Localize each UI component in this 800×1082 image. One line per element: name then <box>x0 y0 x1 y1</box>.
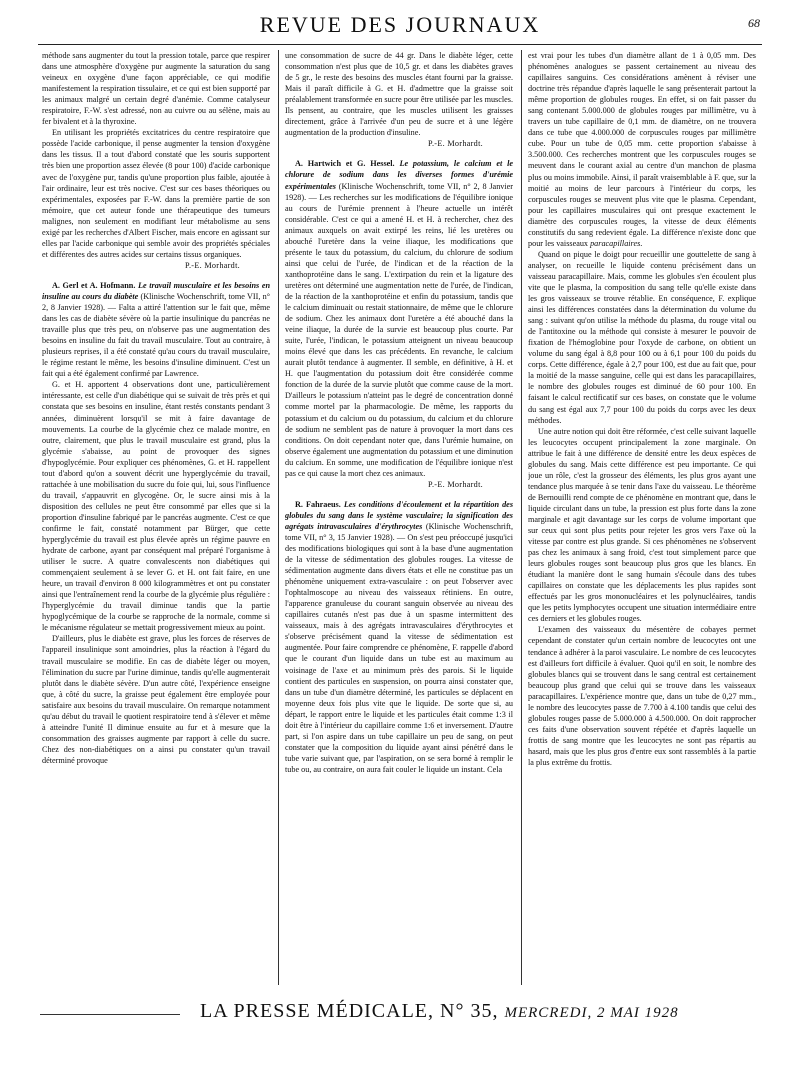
paragraph: Quand on pique le doigt pour recueillir une gouttelette de sang à analyser, on recueille le liquide contenu précisément dans un vaisseau paracapillaire. Mais, comme les globules s'en écoulent plus vite que le plasma, la composition du sang telle qu'elle existe dans les gros vaisseaux se trouve rétablie. En conséquence, F. explique ainsi les différences constatées dans la détermination du volume du sang : suivant qu'on utilise la méthode du plasma, du rouge vital ou de l'antitoxine ou la méthode qui consiste à mesurer le pouvoir de fixation de l'hémoglobine pour l'oxyde de carbone, on obtient un volume du sang égal à 8,8 pour 100 ou à 6,1 pour 100 du poids du corps. Cette différence, égale à 2,7 pour 100, est due au fait que, pour la moitié de la masse sanguine, celle qui est dans les paracapillaires, le nombre des globules rouges est diminué de 60 pour 100. En faisant le calcul rectificatif sur ces bases, on constate que le volume du sang est égal aux 7,7 pour 100 du poids du corps avec les deux méthodes. <box>528 249 756 425</box>
paragraph: est vrai pour les tubes d'un diamètre allant de 1 à 0,05 mm. Des phénomènes analogues se passent certainement au niveau des capillaires sanguins. Ces considérations amènent à réviser une doctrine très répandue d'après laquelle le sang présenterait partout la même proportion de globules rouges. En effet, si on fait passer du sang contenant 5.000.000 de globules rouges par millimètre, vu à travers un tube capillaire de 0,1 mm. de diamètre, on ne trouvera dans ce tube que 4.000.000 de corpuscules rouges par millimètre cube. Pour un tube de 0,05 mm. cette proportion s'abaisse à 3.500.000. Ces recherches montrent que les corpuscules rouges se meuvent dans le courant axial au centre d'un manchon de plasma plus ou moins immobile. Ainsi, il paraît vraisemblable à F. que, sur la moitié au moins de leur parcours à l'intérieur du corps, les corpuscules rouges se meuvent plus vite que le plasma. Cependant, pour les capillaires musculaires qui ont presque exactement le diamètre des corpuscules rouges, la vitesse de deux éléments constitutifs du sang redevient égale. La différence n'existe donc que pour les vaisseaux paracapillaires. <box>528 51 756 248</box>
journal-section-title: REVUE DES JOURNAUX <box>259 12 541 37</box>
footer-journal-line <box>200 1000 679 1023</box>
article-title: Les conditions d'écoulement et la répartition des globules du sang dans le système vasculaire; la signification des agrégats intravasculaires d'érythrocytes <box>285 499 513 531</box>
article-authors: A. Hartwich et G. Hessel. <box>295 159 395 169</box>
column-3 <box>528 50 756 985</box>
column-2 <box>285 50 513 985</box>
article-gerl-hofmann <box>42 280 270 379</box>
article-text: (Klinische Wochenschrift, tome VII, n° 3, 15 Janvier 1928). — On s'est peu préoccupé jusqu'ici des modifications biologiques qui sont à la base d'une augmentation de la vitesse de sédimentation des globules rouges. La vitesse de sédimentation augmente dans divers états et elle ne constitue pas un phénomène uniquement extra-vasculaire : on peut l'observer avec l'ophtalmoscope au niveau des vaisseaux rétiniens. En outre, l'apparence granuleuse du courant sanguin observée au niveau des capillaires cutanés n'est pas due à un spasme intermittent des vaisseaux, mais à des agrégats intravasculaires d'érythrocytes et s'observe précisément quand la vitesse de sédimentation est augmentée. Pour faire comprendre ce phénomène, F. rappelle d'abord que le courant d'un liquide dans un tube est au maximum au voisinage de l'axe et au minimum près des parois. Si le liquide contient des particules en suspension, on pourra ainsi constater que, dans un tube d'un diamètre déterminé, les particules se déplacent en moyenne deux fois plus vite que le liquide. De sorte que si, au départ, le rapport entre le liquide et les particules était comme 1:3 il doit être à l'intérieur du capillaire comme 1:6 et inversement. D'autre part, si l'on aspire dans un tube capillaire un peu de sang, on peut constater que la composition du liquide ayant ainsi pénétré dans le tube varie suivant que, par l'aspiration, on se sera borné à remplir le tube ou, au contraire, on aura fait couler le liquide un instant. Cela <box>285 521 513 774</box>
signature: P.-E. Morhardt. <box>428 139 483 149</box>
paragraph: En utilisant les propriétés excitatrices du centre respiratoire que possède l'acide carbonique, il pense augmenter la tension d'oxygène dans les tissus. Il a tout d'abord constaté que les souris supportent très bien une proportion assez élevée (8 pour 100) d'acide carbonique avec de l'oxygène pur, tandis qu'une proportion plus faible, ajoutée à l'air ordinaire, leur est très nocive. C'est sur ces bases théoriques ou expérimentales, exposées par F.-W. dans la première partie de son mémoire, que cet auteur fonde une thérapeutique des tumeurs malignes, non seulement en modifiant leur métabolisme au sens exigé par les recherches d'Albert Fischer, mais encore en agissant sur elles par l'acide carbonique qui semble avoir des propriétés spéciales et différentes des autres acides sur certains tissus organiques. <box>42 128 270 259</box>
page-footer <box>40 1000 760 1040</box>
paragraph: Une autre notion qui doit être réformée, c'est celle suivant laquelle les leucocytes occupent principalement la zone marginale. On attribue le fait à une différence de densité entre les deux espèces de globules du sang. Mais cette différence est peu importante. Ce qui joue un rôle, c'est la grosseur des éléments, les plus gros ayant une tendance plus marquée à se tenir dans l'axe du vaisseau. Le théorème de Bernouilli rend compte de ce phénomène en montrant que, dans le liquide circulant dans un tube, la pression est plus forte dans la zone marginale et agit davantage sur les corps de volume important que sur ceux qui sont plus petits pour rejeter les gros vers l'axe où la vitesse par contre est plus grande. Si ces phénomènes ne s'observent pas chez les animaux à sang froid, c'est tout simplement parce que leurs globules rouges sont beaucoup plus gros que les blancs. En étudiant la manière dont le sang humain s'écoule dans des tubes capillaires on constate que les déplacements les plus rapides sont effectués par les gros mononucléaires et les polynucléaires, tandis que les petits lymphocytes occupent une situation intermédiaire entre ces derniers et les globules rouges. <box>528 426 756 624</box>
article-authors: R. Fahraeus. <box>295 499 341 509</box>
article-title: Le potassium, le calcium et le chlorure de sodium dans les diverses formes d'urémie expérimentales <box>285 159 513 191</box>
article-text: (Klinische Wochenschrift, tome VII, n° 2, 8 Janvier 1928). — Les recherches sur les modifications de l'équilibre ionique au cours de l'urémie prennent à l'heure actuelle un intérêt considérable. C'est ce qui a amené H. et H. à rechercher, chez des animaux auxquels on avait extirpé les reins, lié les uretères ou abouché l'uretère dans la veine iliaque, les modifications que présente le taux du potassium, du calcium, du chlorure de sodium ainsi que celui de l'urée, de l'indican et de la réaction de la xanthoprotéine dans le sang. L'extirpation du rein et la ligature des uretères ont déterminé une augmentation nette de l'urée, de l'indican, de la réaction de la xanthoprotéine et enfin du potassium, tandis que le calcium diminuait ou restait stationnaire, de même que le chlorure de sodium. Chez les animaux dont l'uretère a été abouché dans la veine iliaque, la durée de la survie est beaucoup plus courte. Par suite, l'urée, l'indican, le potassium atteignent un niveau beaucoup moins élevé que dans les cas précédents. En revanche, le calcium aurait plutôt tendance à augmenter. Il semble, en définitive, à H. et H. que l'augmentation du potassium doit être considérée comme fonction de la durée de la survie plutôt que comme cause de la mort. D'ailleurs le potassium n'atteint pas le degré de concentration donné comme mortel par la pharmacologie. De même, les rapports du potassium et du calcium ou du potassium, du calcium et du chlorure de sodium ne semblent pas de nature à provoquer la mort dans ces conditions. On doit cependant noter que, dans l'urémie humaine, on observe également une augmentation du potassium et une diminution du calcium. En somme, une modification de l'équilibre ionique n'est pas ce qui cause la mort chez ces animaux. <box>285 181 513 478</box>
paragraph: méthode sans augmenter du tout la pression totale, parce que respirer dans une atmosphère d'oxygène pur augmente la saturation du sang veineux en oxygène d'une façon appréciable, ce qui modifie manifestement la respiration tissulaire, et ce qui est bien supporté par les animaux malgré un certain degré d'anémie. Comme catalyseur respiratoire, F.-W. s'est adressé, non au cuivre ou au sélène, mais au fer bivalent et à la thyroxine. <box>42 51 270 127</box>
article-title: Le travail musculaire et les besoins en insuline au cours du diabète <box>42 280 270 301</box>
paragraph: L'examen des vaisseaux du mésentère de cobayes permet cependant de constater qu'un certain nombre de leucocytes ont une tendance à adhérer à la paroi vasculaire. Le nombre de ces leucocytes est d'ailleurs fort difficile à évaluer. Quoi qu'il en soit, le nombre des globules blancs qui se trouvent dans le sang central est certainement beaucoup plus grand que celui qui se trouve dans les vaisseaux paracapillaires. L'expérience montre que, dans un tube de 0,27 mm., le nombre des leucocytes passe de 7.700 à 4.100 tandis que celui des globules rouges passe de 5.000.000 à 4.500.000. On doit rapprocher ces faits d'une observation souvent répétée et d'après laquelle un frottis de sang montre que les leucocytes ne sont pas répartis au hasard, mais que les plus gros d'entre eux sont rassemblés à la partie la plus extrême du frottis. <box>528 625 756 767</box>
paragraph: une consommation de sucre de 44 gr. Dans le diabète léger, cette consommation n'est plus que de 10,5 gr. et dans les diabètes graves de 5 gr., le reste des besoins des muscles étant fourni par la graisse. Mais il paraît difficile à G. et H. d'admettre que la graisse soit préalablement transformée en sucre pour être utilisée par les muscles. Ils pensent, au contraire, que les muscles utilisent les graisses directement, grâce à l'arrivée d'un peu de sucre et à une légère augmentation de la production d'insuline. <box>285 51 513 138</box>
journal-name: LA PRESSE MÉDICALE, N° 35, <box>200 1000 499 1022</box>
footer-rule <box>40 1014 180 1015</box>
article-fahraeus <box>285 499 513 775</box>
column-divider <box>278 50 279 985</box>
column-divider <box>521 50 522 985</box>
column-1 <box>42 50 270 985</box>
header-rule <box>38 44 762 45</box>
signature: P.-E. Morhardt. <box>185 260 240 270</box>
paragraph: D'ailleurs, plus le diabète est grave, plus les forces de réserves de l'appareil insulinique sont amoindries, plus la réaction à l'égard du travail musculaire se modifie. En cas de diabète léger ou moyen, l'élimination du sucre par l'urine diminue, tandis qu'elle augmenterait plutôt dans le diabète sévère. D'un autre côté, l'expérience enseigne que, à côté du sucre, la graisse peut également être employée pour satisfaire aux besoins du travail musculaire. On remarque notamment qu'au début du travail le quotient respiratoire tend à s'élever et même à atteindre l'unité Il diminue ensuite au fur et à mesure que la consommation des graisses augmente par rapport à celle du sucre. Chez des non-diabétiques on a ainsi pu constater qu'un travail déterminé provoque <box>42 634 270 765</box>
paragraph-text: est vrai pour les tubes d'un diamètre allant de 1 à 0,05 mm. Des phénomènes analogues se passent certainement au niveau des capillaires sanguins. Ces considérations amènent à réviser une doctrine très répandue d'après laquelle le sang présenterait partout la même proportion de globules rouges. En effet, si on fait passer du sang contenant 5.000.000 de globules rouges par millimètre, vu à travers un tube capillaire de 0,1 mm. de diamètre, on ne trouvera dans ce tube que 4.000.000 de corpuscules rouges par millimètre cube. Pour un tube de 0,05 mm. cette proportion s'abaisse à 3.500.000. Ces recherches montrent que les corpuscules rouges se meuvent dans le courant axial au centre d'un manchon de plasma plus ou moins immobile. Ainsi, il paraît vraisemblable à F. que, sur la moitié au moins de leur parcours à l'intérieur du corps, les corpuscules rouges se meuvent plus vite que le plasma. Cependant, pour les capillaires musculaires qui ont presque exactement le diamètre des corpuscules rouges, la vitesse de deux éléments constitutifs du sang redevient égale. La différence n'existe donc que pour les vaisseaux <box>528 51 756 248</box>
page-header <box>40 12 760 42</box>
signature: P.-E. Morhardt. <box>428 479 483 489</box>
paragraph: G. et H. apportent 4 observations dont une, particulièrement intéressante, est celle d'un diabétique qui se suivait de très près et qui constata que ses besoins en insuline, étant restés constants pendant 3 années, diminuèrent lorsqu'il se mit à faire davantage de mouvements. La courbe de la glycémie chez ce malade montre, en outre, clairement, que plus le travail musculaire est grand, plus la glycémie s'abaisse, au point de provoquer des signes d'hypoglycémie. Pour expliquer ces phénomènes, G. et H. rappellent tout d'abord qu'on a souvent décrit une hyperglycémie du travail, rattachée à une mobilisation du sucre du foie qui, lui, sous l'influence du travail, s'appauvrit en glycogène. Or, le sucre ainsi mis à la disposition des cellules ne peut être consommé par elles que si la proportion d'insuline fabriqué par le pancréas augmente. C'est ce que confirme le fait, constaté notamment par Bürger, que cette hyperglycémie du travail est plus élevée après un régime pauvre en hydrate de carbone, ayant par conséquent mal préparé l'organisme à utiliser le sucre. A quatre convalescents non diabétiques qui commençaient seulement à se lever G. et H. ont fait faire, en une heure, un travail d'environ 8 000 kilogrammètres et ont pu constater ainsi que l'entraînement rend la courbe de la glycémie plus régulière : l'hyperglycémie du travail diminue tandis que la partie hypoglycémique de la courbe se rapproche de la normale, comme si le mécanisme régulateur se mettait progressivement mieux au point. <box>42 380 270 633</box>
article-columns <box>42 50 760 985</box>
page-number: 68 <box>748 16 760 30</box>
article-text: (Klinische Wochenschrift, tome VII, n° 2, 8 Janvier 1928). — Falta a attiré l'attention sur le fait que, même dans les cas de diabète sévère où la partie insulinique du pancréas ne travaille plus que très peu, on n'observe pas une augmentation des besoins en insuline du fait du travail musculaire. Tout au contraire, à plusieurs reprises, il a été constaté qu'au cours du travail musculaire, le régime restant le même, les besoins d'insuline diminuent. C'est un fait qui a été également confirmé par Lawrence. <box>42 291 270 379</box>
article-hartwich-hessel <box>285 158 513 478</box>
emphasis: paracapillaires <box>590 238 641 248</box>
article-authors: A. Gerl et A. Hofmann. <box>52 280 136 290</box>
issue-date: MERCREDI, 2 MAI 1928 <box>504 1005 679 1021</box>
